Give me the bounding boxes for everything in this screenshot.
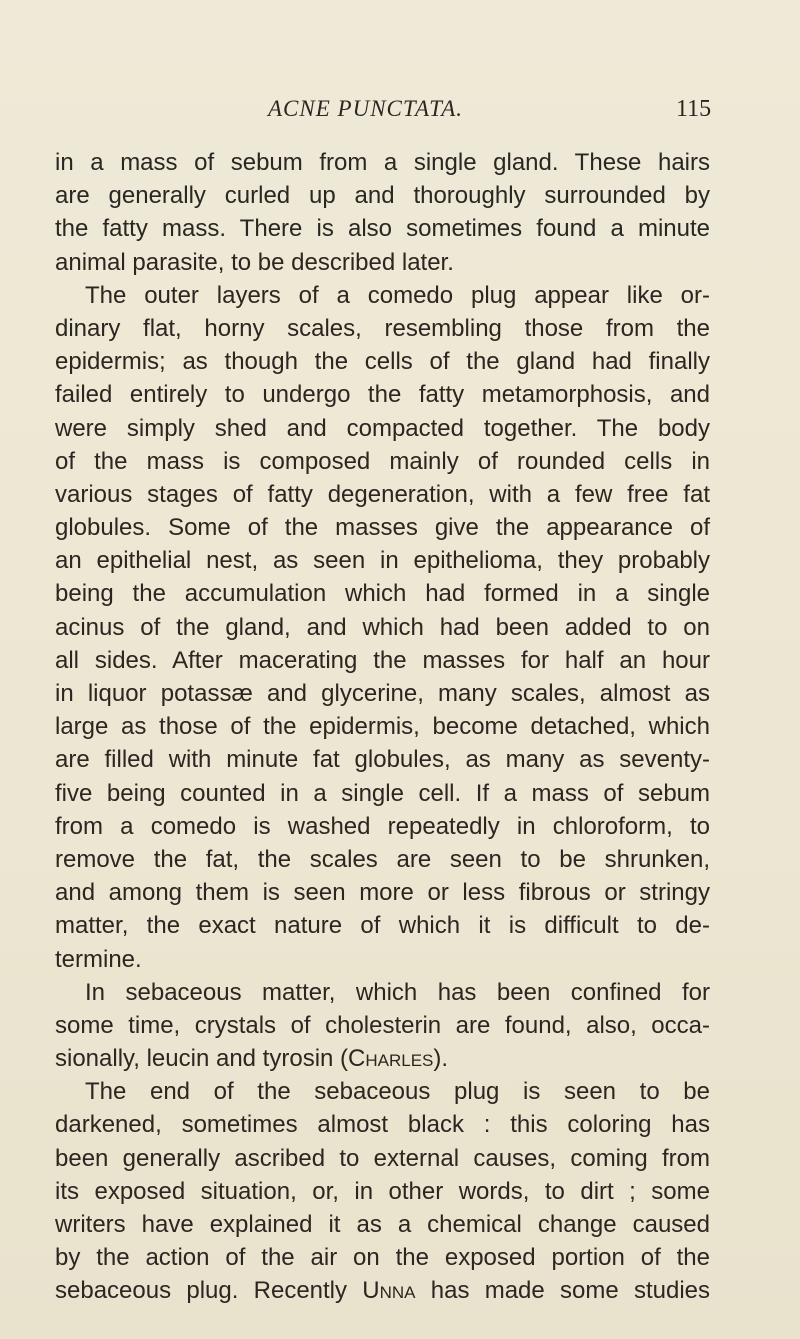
text-line: an epithelial nest, as seen in epithelioma, they probably — [55, 547, 710, 575]
text-line: and among them is seen more or less fibrous or stringy — [55, 879, 710, 907]
text-line: in a mass of sebum from a single gland. These hairs — [55, 149, 710, 176]
text-line: epidermis; as though the cells of the gland had finally — [55, 348, 710, 376]
body-text — [55, 146, 710, 1308]
text-line: all sides. After macerating the masses for half an hour — [55, 646, 710, 674]
text-line: being the accumulation which had formed in a single — [55, 580, 710, 608]
running-title: ACNE PUNCTATA. — [268, 96, 464, 121]
text-fragment: has made some studies — [415, 1277, 710, 1305]
text-line: by the action of the air on the exposed portion of the — [55, 1244, 710, 1272]
page-number: 115 — [676, 96, 712, 122]
text-line: the fatty mass. There is also sometimes found a minute — [55, 215, 710, 243]
text-line: writers have explained it as a chemical change caused — [55, 1211, 710, 1238]
text-line: termine. — [55, 945, 142, 973]
text-line: some time, crystals of cholesterin are found, also, occa- — [55, 1011, 710, 1039]
text-line: various stages of fatty degeneration, with a few free fat — [55, 480, 710, 508]
text-line: are generally curled up and thoroughly surrounded by — [55, 182, 710, 210]
text-line: The outer layers of a comedo plug appear like or- — [85, 281, 710, 309]
text-line: been generally ascribed to external causes, coming from — [55, 1144, 710, 1172]
text-line: matter, the exact nature of which it is difficult to de- — [55, 912, 710, 940]
text-line: In sebaceous matter, which has been confined for — [85, 978, 710, 1006]
text-line: are filled with minute fat globules, as many as seventy- — [55, 746, 710, 774]
text-fragment: sebaceous plug. Recently — [55, 1277, 363, 1305]
text-line: acinus of the gland, and which had been added to on — [55, 613, 710, 641]
text-line: from a comedo is washed repeatedly in chloroform, to — [55, 812, 710, 840]
citation-unna: Unna — [362, 1277, 416, 1305]
text-line: its exposed situation, or, in other words, to dirt ; some — [55, 1177, 710, 1205]
text-line: animal parasite, to be described later. — [55, 248, 454, 276]
text-line — [55, 1274, 710, 1307]
text-line: five being counted in a single cell. If a mass of sebum — [55, 779, 710, 807]
text-fragment: ). — [433, 1045, 449, 1073]
text-line — [55, 1042, 710, 1075]
text-line: globules. Some of the masses give the appearance of — [55, 514, 710, 542]
text-line: failed entirely to undergo the fatty metamorphosis, and — [55, 381, 710, 409]
text-line: of the mass is composed mainly of rounded cells in — [55, 447, 710, 475]
text-line: large as those of the epidermis, become detached, which — [55, 713, 710, 741]
text-fragment: sionally, leucin and tyrosin ( — [55, 1045, 349, 1073]
page-header — [0, 96, 800, 132]
text-line: were simply shed and compacted together. The body — [55, 414, 710, 442]
text-line: The end of the sebaceous plug is seen to be — [85, 1078, 710, 1106]
citation-charles: Charles — [348, 1045, 434, 1073]
text-line: darkened, sometimes almost black : this coloring has — [55, 1111, 710, 1139]
text-line: remove the fat, the scales are seen to be shrunken, — [55, 845, 710, 873]
text-line: dinary flat, horny scales, resembling those from the — [55, 314, 710, 342]
text-line: in liquor potassæ and glycerine, many scales, almost as — [55, 680, 710, 707]
